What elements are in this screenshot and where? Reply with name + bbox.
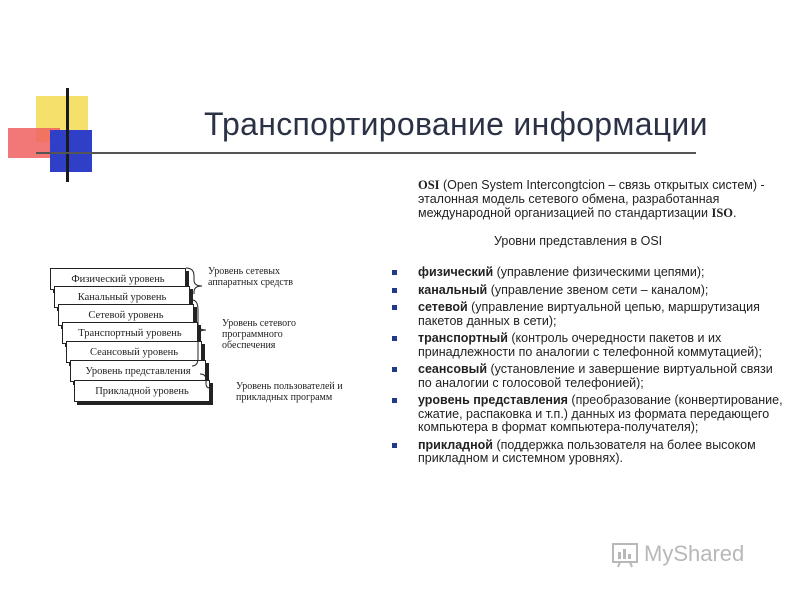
bullet-icon [392, 270, 397, 275]
decor-blue-square [50, 130, 92, 172]
list-item: сетевой (управление виртуальной цепью, маршрутизация пакетов данных в сети); [388, 301, 788, 328]
label-software: Уровень сетевого программного обеспечения [222, 318, 297, 351]
list-item: канальный (управление звеном сети – каналом); [388, 284, 788, 298]
bullet-icon [392, 367, 397, 372]
list-item: транспортный (контроль очередности пакетов и их принадлежности по аналогии с телефонной коммутацией); [388, 332, 788, 359]
watermark [610, 540, 744, 568]
osi-definition: OSI (Open System Intercongtcion – связь открытых систем) - эталонная модель сетевого обмена, разработанная международной организацией по стандартизации ISO. [418, 178, 765, 220]
levels-heading: Уровни представления в OSI [494, 234, 663, 248]
label-users: Уровень пользователей и прикладных программ [236, 381, 343, 403]
label-hardware: Уровень сетевых аппаратных средств [208, 266, 293, 288]
decor-vertical-line [66, 88, 69, 182]
osi-text: (Open System Intercongtcion – связь открытых систем) - эталонная модель сетевого обмена, разработанная международной организацией по стандартизации [418, 178, 765, 220]
layer-network: Сетевой уровень [58, 304, 194, 326]
layer-application: Прикладной уровень [74, 380, 210, 402]
list-item: уровень представления (преобразование (конвертирование, сжатие, распаковка и т.п.) данных из формата передающего компьютера в формат компьютера-получателя); [388, 394, 788, 435]
bullet-icon [392, 288, 397, 293]
bullet-icon [392, 398, 397, 403]
list-item: прикладной (поддержка пользователя на более высоком прикладном и системном уровнях). [388, 439, 788, 466]
layer-presentation: Уровень представления [70, 360, 206, 382]
myshared-logo-icon [610, 540, 640, 568]
layer-session: Сеансовый уровень [66, 341, 202, 363]
osi-abbr: OSI [418, 178, 440, 192]
diagram-braces [186, 266, 210, 406]
layer-transport: Транспортный уровень [62, 322, 198, 344]
slide-title: Транспортирование информации [204, 106, 708, 142]
bullet-icon [392, 443, 397, 448]
watermark-text: MyShared [644, 541, 745, 566]
list-item: физический (управление физическими цепями); [388, 266, 788, 280]
layer-physical: Физический уровень [50, 268, 186, 290]
osi-levels-list [388, 266, 788, 470]
bullet-icon [392, 305, 397, 310]
bullet-icon [392, 336, 397, 341]
layer-datalink: Канальный уровень [54, 286, 190, 308]
list-item: сеансовый (установление и завершение виртуальной связи по аналогии с голосовой телефонией); [388, 363, 788, 390]
iso-abbr: ISO [711, 206, 733, 220]
title-underline [36, 152, 696, 154]
